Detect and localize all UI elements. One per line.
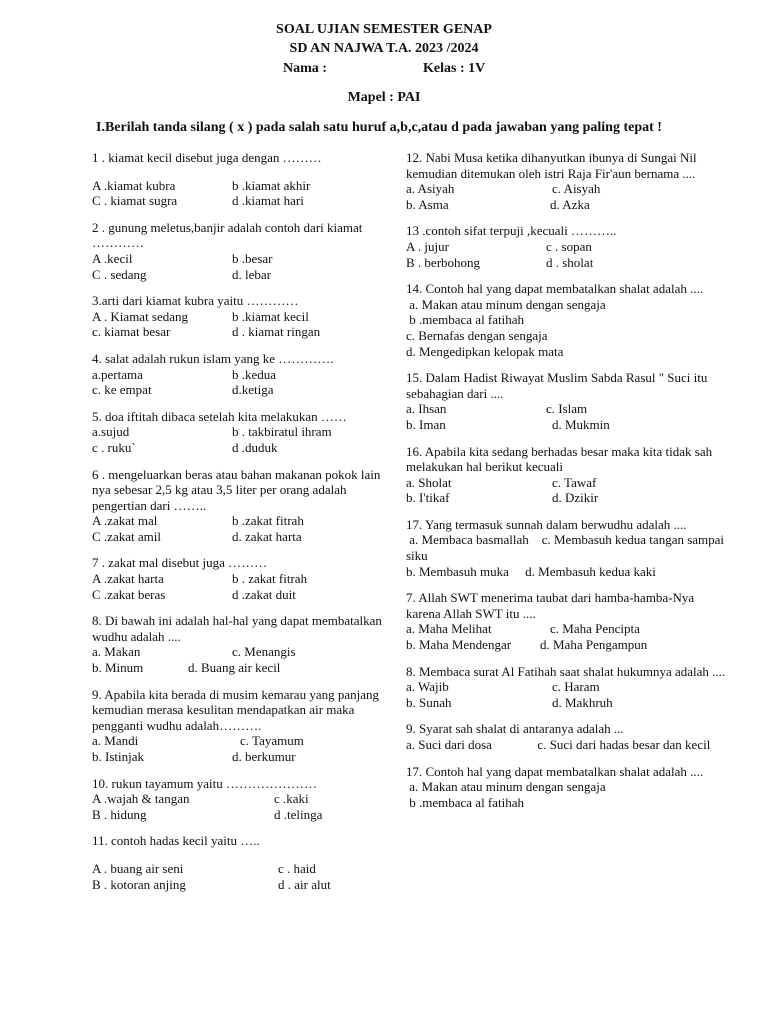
answer-option[interactable]: A .kecil [92, 250, 133, 266]
question-item [406, 721, 726, 752]
answer-option-row [406, 621, 726, 637]
class-label: Kelas : 1V [423, 61, 486, 76]
answer-option[interactable]: A .zakat harta [92, 571, 164, 587]
answer-option-row [92, 660, 392, 676]
answer-option[interactable]: b. Sunah [406, 694, 452, 710]
answer-option[interactable]: C . sedang [92, 266, 147, 282]
question-item [92, 776, 392, 823]
answer-option-row [92, 733, 392, 749]
answer-option[interactable]: b. Iman [406, 416, 446, 432]
question-text: 12. Nabi Musa ketika dihanyutkan ibunya di Sungai Nil kemudian ditemukan oleh istri Raja Fir'aun bernama .... [406, 150, 697, 181]
answer-option[interactable]: c . sopan [546, 238, 592, 254]
right-question-column [406, 150, 726, 821]
answer-option[interactable]: d . kiamat ringan [232, 324, 321, 340]
question-item [406, 590, 726, 652]
answer-option-row [92, 587, 392, 603]
answer-option[interactable]: d. berkumur [232, 749, 296, 764]
answer-option[interactable]: a. Maha Melihat [406, 621, 492, 637]
name-label: Nama : [283, 61, 327, 76]
answer-option[interactable]: d.ketiga [232, 382, 274, 398]
answer-option-row [92, 367, 392, 383]
answer-option[interactable]: b. Minum [92, 660, 144, 676]
answer-option-row [406, 637, 726, 653]
left-question-column [92, 150, 392, 903]
question-item [92, 293, 392, 340]
answer-option[interactable]: d .telinga [274, 806, 323, 822]
question-item [406, 764, 726, 811]
answer-option[interactable]: d . air alut [278, 876, 331, 892]
answer-option-row [92, 529, 392, 545]
answer-option[interactable]: C .zakat amil [92, 528, 161, 544]
question-item [406, 370, 726, 432]
answer-option-row [92, 178, 392, 194]
answer-option-row [406, 255, 726, 271]
answer-option-row [92, 424, 392, 440]
answer-option-row [92, 749, 392, 765]
question-text: 16. Apabila kita sedang berhadas besar maka kita tidak sah melakukan hal berikut kecuali [406, 443, 713, 475]
question-item [92, 687, 392, 765]
answer-option[interactable]: c . ruku` [92, 439, 136, 455]
answer-option-row [92, 309, 392, 325]
answer-option-row [406, 239, 726, 255]
answer-option-row [92, 644, 392, 660]
question-item [92, 467, 392, 545]
answer-option[interactable]: d. Buang air kecil [188, 660, 281, 676]
question-text: 7 . zakat mal disebut juga ……… [92, 555, 268, 571]
answer-option[interactable]: a. Asiyah [406, 181, 455, 197]
answer-option-row [406, 181, 726, 197]
answer-option[interactable]: A . Kiamat sedang [92, 308, 189, 324]
answer-option[interactable]: d .duduk [232, 439, 278, 455]
answer-option[interactable]: b .membaca al fatihah [406, 794, 525, 810]
answer-option[interactable]: a. Ihsan [406, 401, 447, 417]
answer-option[interactable]: A .zakat mal [92, 513, 158, 529]
question-text: 4. salat adalah rukun islam yang ke …………. [92, 350, 334, 366]
question-text: 1 . kiamat kecil disebut juga dengan ……… [92, 150, 322, 165]
question-text: 5. doa iftitah dibaca setelah kita melakukan …… [92, 408, 347, 424]
question-text: 10. rukun tayamum yaitu ………………… [92, 775, 317, 791]
answer-option[interactable]: A .wajah & tangan [92, 791, 190, 807]
answer-option[interactable]: a. Makan atau minum dengan sengaja [406, 779, 606, 795]
answer-option[interactable]: c. Menangis [232, 644, 296, 660]
answer-option[interactable]: a. Wajib [406, 679, 449, 695]
answer-option[interactable]: c. Haram [552, 679, 600, 695]
question-item [92, 409, 392, 456]
question-text: 14. Contoh hal yang dapat membatalkan shalat adalah .... [406, 281, 704, 297]
answer-option[interactable]: a. Makan atau minum dengan sengaja [406, 296, 606, 312]
answer-option[interactable]: B . hidung [92, 806, 147, 822]
answer-option[interactable]: b .zakat fitrah [232, 513, 304, 529]
answer-option[interactable]: c. Bernafas dengan sengaja [406, 327, 548, 343]
answer-option[interactable]: A . buang air seni [92, 860, 184, 876]
answer-option[interactable]: a.pertama [92, 366, 143, 382]
answer-option-row [92, 571, 392, 587]
answer-option[interactable]: b. Asma [406, 196, 449, 212]
answer-option[interactable]: d. Mukmin [552, 416, 610, 432]
answer-option[interactable]: c. Maha Pencipta [550, 621, 640, 637]
answer-option[interactable]: d. Makhruh [552, 694, 613, 710]
question-text: 2 . gunung meletus,banjir adalah contoh dari kiamat ………… [92, 219, 363, 251]
answer-option[interactable]: c. Tayamum [240, 733, 304, 749]
answer-option-row [406, 490, 726, 506]
question-text: 7. Allah SWT menerima taubat dari hamba-hamba-Nya karena Allah SWT itu .... [406, 590, 695, 621]
question-text: 8. Di bawah ini adalah hal-hal yang dapat membatalkan wudhu adalah .... [92, 613, 382, 644]
answer-option-row [92, 513, 392, 529]
question-text: 6 . mengeluarkan beras atau bahan makanan pokok lain nya sebesar 2,5 kg atau 3,5 liter per orang adalah pengertian dari …….. [92, 466, 381, 513]
answer-option[interactable]: b. Membasuh muka d. Membasuh kedua kaki [406, 563, 656, 579]
answer-option[interactable]: b .membaca al fatihah [406, 312, 525, 328]
answer-option[interactable]: c . haid [278, 860, 316, 876]
question-item [92, 833, 392, 892]
answer-option[interactable]: d. Maha Pengampun [540, 637, 648, 653]
answer-option-row [406, 695, 726, 711]
answer-option-row [92, 267, 392, 283]
answer-option[interactable]: a. Makan [92, 644, 141, 660]
instruction: I.Berilah tanda silang ( x ) pada salah satu huruf a,b,c,atau d pada jawaban yang paling tepat ! [96, 120, 662, 135]
question-text: 9. Syarat sah shalat di antaranya adalah ... [406, 721, 624, 737]
answer-option[interactable]: b. I'tikaf [406, 490, 450, 506]
answer-option[interactable]: d .kiamat hari [232, 193, 304, 209]
answer-option[interactable]: b .besar [232, 250, 273, 266]
answer-option-row [92, 440, 392, 456]
answer-option[interactable]: c. Aisyah [552, 181, 601, 197]
answer-option[interactable]: B . berbohong [406, 254, 481, 270]
answer-option[interactable]: b. Istinjak [92, 749, 144, 764]
answer-option[interactable]: b . zakat fitrah [232, 571, 308, 587]
question-text: 17. Contoh hal yang dapat membatalkan shalat adalah .... [406, 763, 704, 779]
question-text: 17. Yang termasuk sunnah dalam berwudhu adalah .... [406, 516, 687, 532]
answer-option[interactable]: a.sujud [92, 424, 130, 440]
answer-option[interactable]: b .kiamat akhir [232, 177, 311, 193]
answer-option[interactable]: b .kedua [232, 366, 277, 382]
answer-option[interactable]: d. zakat harta [232, 528, 302, 544]
answer-option[interactable]: d. Mengedipkan kelopak mata [406, 343, 564, 359]
question-item [406, 444, 726, 506]
answer-option-row [92, 324, 392, 340]
subject-label: Mapel : PAI [347, 90, 421, 105]
answer-option-row [406, 475, 726, 491]
answer-option-row [92, 861, 392, 877]
answer-option[interactable]: b .kiamat kecil [232, 308, 309, 324]
answer-option[interactable]: C . kiamat sugra [92, 193, 178, 209]
answer-option-row [92, 251, 392, 267]
question-text: 15. Dalam Hadist Riwayat Muslim Sabda Rasul " Suci itu sebahagian dari .... [406, 370, 708, 401]
question-text: 3.arti dari kiamat kubra yaitu ………… [92, 293, 299, 309]
answer-option[interactable]: c. Islam [546, 401, 588, 417]
question-item [406, 150, 726, 212]
answer-option[interactable]: c. ke empat [92, 382, 152, 398]
answer-option[interactable]: b . takbiratul ihram [232, 424, 332, 440]
answer-option[interactable]: C .zakat beras [92, 586, 166, 602]
exam-title: SOAL UJIAN SEMESTER GENAP [276, 22, 492, 37]
answer-option[interactable]: c. Tawaf [552, 474, 597, 490]
answer-option-row [406, 679, 726, 695]
answer-option[interactable]: A . jujur [406, 238, 449, 254]
question-item [92, 555, 392, 602]
answer-option[interactable]: A .kiamat kubra [92, 177, 176, 193]
answer-option-row [92, 807, 392, 823]
question-text: 11. contoh hadas kecil yaitu ….. [92, 833, 260, 849]
answer-option-row [92, 791, 392, 807]
answer-option-row [406, 417, 726, 433]
answer-option[interactable]: a. Suci dari dosa c. Suci dari hadas besar dan kecil [406, 737, 711, 752]
answer-option-row [92, 877, 392, 893]
answer-option[interactable]: d . sholat [546, 254, 594, 270]
answer-option-row [406, 197, 726, 213]
question-item [406, 664, 726, 711]
question-item [92, 351, 392, 398]
question-item [406, 281, 726, 359]
school-year: SD AN NAJWA T.A. 2023 /2024 [289, 41, 479, 56]
question-text: 8. Membaca surat Al Fatihah saat shalat hukumnya adalah .... [406, 663, 726, 679]
question-text: 9. Apabila kita berada di musim kemarau yang panjang kemudian merasa kesulitan mendapatkan air maka pengganti wudhu adalah………. [92, 686, 379, 733]
question-item [406, 223, 726, 270]
question-item [406, 517, 726, 579]
answer-option[interactable]: a. Sholat [406, 474, 452, 490]
question-text: 13 .contoh sifat terpuji ,kecuali ……….. [406, 223, 617, 239]
answer-option[interactable]: d. Dzikir [552, 490, 599, 506]
answer-option[interactable]: d .zakat duit [232, 586, 296, 602]
answer-option[interactable]: B . kotoran anjing [92, 876, 186, 892]
answer-option[interactable]: d. lebar [232, 266, 271, 282]
answer-option-row [92, 382, 392, 398]
answer-option[interactable]: c .kaki [274, 791, 309, 807]
answer-option[interactable]: d. Azka [550, 196, 590, 212]
question-item [92, 613, 392, 675]
answer-option[interactable]: c. kiamat besar [92, 324, 171, 340]
answer-option[interactable]: a. Membaca basmallah c. Membasuh kedua tangan sampai siku [406, 532, 728, 564]
answer-option[interactable]: b. Maha Mendengar [406, 637, 512, 653]
answer-option-row [406, 401, 726, 417]
answer-option[interactable]: a. Mandi [92, 733, 139, 749]
answer-option-row [92, 193, 392, 209]
question-item [92, 150, 392, 209]
question-item [92, 220, 392, 282]
